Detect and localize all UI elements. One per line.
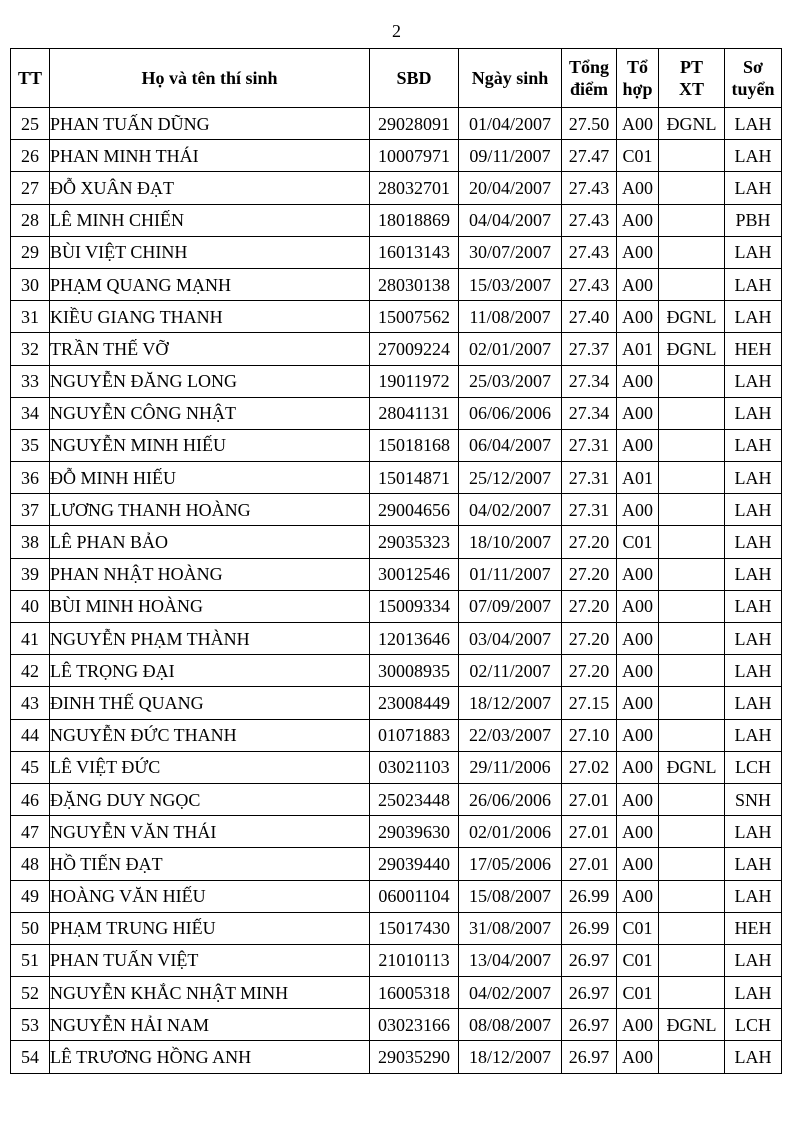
cell-sbd: 29039440 <box>370 848 459 880</box>
cell-name: HỒ TIẾN ĐẠT <box>50 848 370 880</box>
table-row <box>11 1009 782 1041</box>
table-row <box>11 655 782 687</box>
cell-prelim: LAH <box>725 172 782 204</box>
cell-method: ĐGNL <box>659 333 725 365</box>
cell-prelim: LCH <box>725 1009 782 1041</box>
cell-combo: A00 <box>617 1041 659 1073</box>
cell-name: LƯƠNG THANH HOÀNG <box>50 494 370 526</box>
table-row <box>11 912 782 944</box>
cell-tt: 54 <box>11 1041 50 1073</box>
cell-tt: 48 <box>11 848 50 880</box>
cell-total: 27.47 <box>562 140 617 172</box>
header-combo-line2: hợp <box>622 79 653 99</box>
cell-dob: 02/01/2007 <box>459 333 562 365</box>
cell-tt: 50 <box>11 912 50 944</box>
cell-name: NGUYỄN HẢI NAM <box>50 1009 370 1041</box>
cell-combo: C01 <box>617 526 659 558</box>
cell-combo: A00 <box>617 494 659 526</box>
cell-sbd: 25023448 <box>370 783 459 815</box>
cell-prelim: LAH <box>725 140 782 172</box>
cell-sbd: 18018869 <box>370 204 459 236</box>
cell-dob: 09/11/2007 <box>459 140 562 172</box>
cell-total: 27.31 <box>562 462 617 494</box>
cell-prelim: LAH <box>725 977 782 1009</box>
cell-dob: 02/01/2006 <box>459 816 562 848</box>
cell-dob: 22/03/2007 <box>459 719 562 751</box>
cell-sbd: 29028091 <box>370 108 459 140</box>
cell-dob: 17/05/2006 <box>459 848 562 880</box>
cell-tt: 51 <box>11 944 50 976</box>
header-combo-line1: Tổ <box>626 57 648 77</box>
cell-total: 27.50 <box>562 108 617 140</box>
cell-total: 27.34 <box>562 365 617 397</box>
cell-name: PHẠM TRUNG HIẾU <box>50 912 370 944</box>
cell-method <box>659 623 725 655</box>
cell-method <box>659 558 725 590</box>
cell-method: ĐGNL <box>659 108 725 140</box>
header-dob: Ngày sinh <box>459 49 562 108</box>
cell-prelim: HEH <box>725 333 782 365</box>
cell-dob: 30/07/2007 <box>459 236 562 268</box>
cell-method <box>659 140 725 172</box>
cell-prelim: LAH <box>725 108 782 140</box>
cell-sbd: 15014871 <box>370 462 459 494</box>
cell-combo: A00 <box>617 558 659 590</box>
header-prelim-line1: Sơ <box>743 57 763 77</box>
cell-name: HOÀNG VĂN HIẾU <box>50 880 370 912</box>
cell-tt: 45 <box>11 751 50 783</box>
cell-prelim: LAH <box>725 848 782 880</box>
cell-sbd: 27009224 <box>370 333 459 365</box>
cell-total: 27.02 <box>562 751 617 783</box>
cell-combo: A01 <box>617 333 659 365</box>
cell-tt: 46 <box>11 783 50 815</box>
cell-tt: 37 <box>11 494 50 526</box>
cell-combo: A00 <box>617 172 659 204</box>
cell-dob: 25/03/2007 <box>459 365 562 397</box>
cell-total: 27.20 <box>562 526 617 558</box>
cell-method <box>659 172 725 204</box>
table-row <box>11 719 782 751</box>
cell-name: LÊ TRỌNG ĐẠI <box>50 655 370 687</box>
table-row <box>11 623 782 655</box>
cell-combo: A01 <box>617 462 659 494</box>
cell-prelim: LAH <box>725 590 782 622</box>
cell-tt: 29 <box>11 236 50 268</box>
cell-prelim: LAH <box>725 301 782 333</box>
cell-prelim: LAH <box>725 816 782 848</box>
cell-tt: 47 <box>11 816 50 848</box>
cell-dob: 01/04/2007 <box>459 108 562 140</box>
cell-dob: 06/04/2007 <box>459 429 562 461</box>
cell-dob: 15/08/2007 <box>459 880 562 912</box>
cell-name: PHẠM QUANG MẠNH <box>50 268 370 300</box>
cell-name: PHAN NHẬT HOÀNG <box>50 558 370 590</box>
cell-method: ĐGNL <box>659 301 725 333</box>
cell-method <box>659 687 725 719</box>
cell-combo: A00 <box>617 108 659 140</box>
cell-sbd: 15007562 <box>370 301 459 333</box>
cell-method <box>659 526 725 558</box>
cell-total: 26.99 <box>562 912 617 944</box>
cell-sbd: 03021103 <box>370 751 459 783</box>
cell-name: ĐINH THẾ QUANG <box>50 687 370 719</box>
cell-combo: A00 <box>617 268 659 300</box>
cell-total: 27.01 <box>562 783 617 815</box>
cell-method: ĐGNL <box>659 1009 725 1041</box>
cell-tt: 30 <box>11 268 50 300</box>
cell-combo: C01 <box>617 140 659 172</box>
cell-combo: A00 <box>617 429 659 461</box>
cell-combo: A00 <box>617 655 659 687</box>
cell-total: 26.97 <box>562 977 617 1009</box>
cell-sbd: 01071883 <box>370 719 459 751</box>
cell-tt: 40 <box>11 590 50 622</box>
cell-combo: A00 <box>617 880 659 912</box>
cell-dob: 15/03/2007 <box>459 268 562 300</box>
cell-tt: 43 <box>11 687 50 719</box>
table-row <box>11 558 782 590</box>
cell-tt: 33 <box>11 365 50 397</box>
cell-method <box>659 494 725 526</box>
cell-total: 26.99 <box>562 880 617 912</box>
cell-name: PHAN TUẤN VIỆT <box>50 944 370 976</box>
cell-sbd: 29004656 <box>370 494 459 526</box>
cell-sbd: 19011972 <box>370 365 459 397</box>
cell-name: NGUYỄN KHẮC NHẬT MINH <box>50 977 370 1009</box>
cell-method <box>659 880 725 912</box>
table-row <box>11 172 782 204</box>
cell-combo: A00 <box>617 719 659 751</box>
cell-prelim: LAH <box>725 719 782 751</box>
cell-prelim: LAH <box>725 365 782 397</box>
table-row <box>11 687 782 719</box>
cell-method <box>659 204 725 236</box>
cell-prelim: SNH <box>725 783 782 815</box>
table-row <box>11 397 782 429</box>
cell-total: 27.31 <box>562 494 617 526</box>
cell-dob: 04/04/2007 <box>459 204 562 236</box>
cell-total: 27.01 <box>562 816 617 848</box>
cell-prelim: LAH <box>725 880 782 912</box>
cell-sbd: 15017430 <box>370 912 459 944</box>
table-row <box>11 751 782 783</box>
table-row <box>11 429 782 461</box>
table-row <box>11 880 782 912</box>
cell-prelim: LAH <box>725 268 782 300</box>
cell-total: 27.31 <box>562 429 617 461</box>
table-row <box>11 1041 782 1073</box>
cell-prelim: LAH <box>725 526 782 558</box>
cell-combo: A00 <box>617 365 659 397</box>
cell-total: 27.43 <box>562 268 617 300</box>
cell-sbd: 06001104 <box>370 880 459 912</box>
cell-dob: 07/09/2007 <box>459 590 562 622</box>
cell-sbd: 03023166 <box>370 1009 459 1041</box>
cell-sbd: 28032701 <box>370 172 459 204</box>
cell-tt: 39 <box>11 558 50 590</box>
cell-total: 27.20 <box>562 558 617 590</box>
cell-method <box>659 719 725 751</box>
cell-dob: 29/11/2006 <box>459 751 562 783</box>
header-total-line2: điểm <box>570 79 608 99</box>
cell-combo: A00 <box>617 236 659 268</box>
cell-dob: 13/04/2007 <box>459 944 562 976</box>
cell-prelim: LCH <box>725 751 782 783</box>
cell-method <box>659 848 725 880</box>
cell-combo: A00 <box>617 204 659 236</box>
cell-dob: 26/06/2006 <box>459 783 562 815</box>
cell-total: 26.97 <box>562 1041 617 1073</box>
cell-prelim: LAH <box>725 429 782 461</box>
cell-dob: 18/10/2007 <box>459 526 562 558</box>
cell-prelim: LAH <box>725 1041 782 1073</box>
header-prelim <box>725 49 782 108</box>
table-row <box>11 301 782 333</box>
cell-sbd: 21010113 <box>370 944 459 976</box>
cell-tt: 28 <box>11 204 50 236</box>
cell-tt: 41 <box>11 623 50 655</box>
cell-method: ĐGNL <box>659 751 725 783</box>
cell-sbd: 28041131 <box>370 397 459 429</box>
table-row <box>11 140 782 172</box>
cell-method <box>659 1041 725 1073</box>
cell-dob: 11/08/2007 <box>459 301 562 333</box>
cell-total: 27.43 <box>562 172 617 204</box>
cell-method <box>659 944 725 976</box>
cell-combo: A00 <box>617 783 659 815</box>
cell-method <box>659 783 725 815</box>
cell-tt: 53 <box>11 1009 50 1041</box>
header-method-line1: PT <box>679 57 703 77</box>
cell-prelim: LAH <box>725 236 782 268</box>
cell-method <box>659 816 725 848</box>
cell-total: 27.01 <box>562 848 617 880</box>
cell-combo: A00 <box>617 816 659 848</box>
cell-name: LÊ PHAN BẢO <box>50 526 370 558</box>
cell-prelim: LAH <box>725 687 782 719</box>
cell-combo: A00 <box>617 848 659 880</box>
cell-total: 27.43 <box>562 204 617 236</box>
header-tt: TT <box>11 49 50 108</box>
cell-dob: 20/04/2007 <box>459 172 562 204</box>
cell-method <box>659 397 725 429</box>
cell-sbd: 12013646 <box>370 623 459 655</box>
cell-sbd: 29035323 <box>370 526 459 558</box>
cell-combo: A00 <box>617 623 659 655</box>
cell-prelim: LAH <box>725 655 782 687</box>
table-row <box>11 236 782 268</box>
cell-name: ĐỖ MINH HIẾU <box>50 462 370 494</box>
cell-tt: 27 <box>11 172 50 204</box>
cell-dob: 02/11/2007 <box>459 655 562 687</box>
cell-name: BÙI MINH HOÀNG <box>50 590 370 622</box>
cell-tt: 44 <box>11 719 50 751</box>
header-method-line2: XT <box>678 79 704 99</box>
table-row <box>11 848 782 880</box>
header-prelim-line2: tuyển <box>731 79 775 99</box>
table-row <box>11 462 782 494</box>
cell-prelim: LAH <box>725 944 782 976</box>
cell-dob: 25/12/2007 <box>459 462 562 494</box>
cell-combo: C01 <box>617 912 659 944</box>
cell-total: 26.97 <box>562 944 617 976</box>
table-row <box>11 783 782 815</box>
cell-prelim: HEH <box>725 912 782 944</box>
cell-tt: 52 <box>11 977 50 1009</box>
page-number: 2 <box>392 21 401 41</box>
cell-tt: 36 <box>11 462 50 494</box>
cell-combo: A00 <box>617 301 659 333</box>
cell-dob: 18/12/2007 <box>459 687 562 719</box>
cell-combo: A00 <box>617 397 659 429</box>
cell-name: TRẦN THẾ VỠ <box>50 333 370 365</box>
cell-tt: 25 <box>11 108 50 140</box>
cell-total: 27.20 <box>562 623 617 655</box>
cell-method <box>659 977 725 1009</box>
cell-method <box>659 268 725 300</box>
cell-name: LÊ VIỆT ĐỨC <box>50 751 370 783</box>
cell-total: 27.34 <box>562 397 617 429</box>
cell-sbd: 30008935 <box>370 655 459 687</box>
table-row <box>11 944 782 976</box>
table-row <box>11 590 782 622</box>
cell-combo: A00 <box>617 590 659 622</box>
cell-total: 27.40 <box>562 301 617 333</box>
cell-sbd: 23008449 <box>370 687 459 719</box>
cell-prelim: LAH <box>725 462 782 494</box>
cell-dob: 01/11/2007 <box>459 558 562 590</box>
cell-prelim: LAH <box>725 623 782 655</box>
cell-sbd: 28030138 <box>370 268 459 300</box>
table-row <box>11 977 782 1009</box>
cell-combo: A00 <box>617 1009 659 1041</box>
table-header-row <box>11 49 782 108</box>
cell-dob: 31/08/2007 <box>459 912 562 944</box>
cell-method <box>659 462 725 494</box>
table-row <box>11 204 782 236</box>
cell-method <box>659 655 725 687</box>
cell-sbd: 16005318 <box>370 977 459 1009</box>
cell-tt: 38 <box>11 526 50 558</box>
cell-method <box>659 236 725 268</box>
cell-combo: C01 <box>617 944 659 976</box>
header-sbd: SBD <box>370 49 459 108</box>
cell-sbd: 15009334 <box>370 590 459 622</box>
header-combo <box>617 49 659 108</box>
table-row <box>11 365 782 397</box>
cell-combo: C01 <box>617 977 659 1009</box>
cell-dob: 08/08/2007 <box>459 1009 562 1041</box>
cell-tt: 32 <box>11 333 50 365</box>
header-total <box>562 49 617 108</box>
cell-tt: 49 <box>11 880 50 912</box>
table-row <box>11 816 782 848</box>
cell-name: PHAN MINH THÁI <box>50 140 370 172</box>
table-row <box>11 494 782 526</box>
cell-name: LÊ TRƯƠNG HỒNG ANH <box>50 1041 370 1073</box>
cell-sbd: 29035290 <box>370 1041 459 1073</box>
header-total-line1: Tổng <box>568 57 610 77</box>
cell-name: NGUYỄN CÔNG NHẬT <box>50 397 370 429</box>
cell-sbd: 29039630 <box>370 816 459 848</box>
cell-total: 27.15 <box>562 687 617 719</box>
cell-combo: A00 <box>617 751 659 783</box>
cell-name: PHAN TUẤN DŨNG <box>50 108 370 140</box>
cell-method <box>659 365 725 397</box>
cell-total: 27.20 <box>562 655 617 687</box>
table-row <box>11 108 782 140</box>
cell-name: NGUYỄN PHẠM THÀNH <box>50 623 370 655</box>
table-row <box>11 333 782 365</box>
cell-total: 26.97 <box>562 1009 617 1041</box>
cell-prelim: LAH <box>725 494 782 526</box>
cell-prelim: PBH <box>725 204 782 236</box>
cell-tt: 42 <box>11 655 50 687</box>
cell-name: ĐỖ XUÂN ĐẠT <box>50 172 370 204</box>
cell-name: ĐẶNG DUY NGỌC <box>50 783 370 815</box>
cell-total: 27.20 <box>562 590 617 622</box>
cell-dob: 04/02/2007 <box>459 494 562 526</box>
cell-combo: A00 <box>617 687 659 719</box>
cell-sbd: 30012546 <box>370 558 459 590</box>
cell-sbd: 10007971 <box>370 140 459 172</box>
cell-name: NGUYỄN ĐĂNG LONG <box>50 365 370 397</box>
cell-method <box>659 429 725 461</box>
cell-tt: 34 <box>11 397 50 429</box>
cell-method <box>659 912 725 944</box>
cell-tt: 31 <box>11 301 50 333</box>
cell-prelim: LAH <box>725 397 782 429</box>
cell-tt: 35 <box>11 429 50 461</box>
cell-dob: 06/06/2006 <box>459 397 562 429</box>
cell-total: 27.37 <box>562 333 617 365</box>
cell-dob: 03/04/2007 <box>459 623 562 655</box>
cell-dob: 18/12/2007 <box>459 1041 562 1073</box>
cell-name: BÙI VIỆT CHINH <box>50 236 370 268</box>
cell-tt: 26 <box>11 140 50 172</box>
cell-name: NGUYỄN VĂN THÁI <box>50 816 370 848</box>
cell-total: 27.10 <box>562 719 617 751</box>
header-name: Họ và tên thí sinh <box>50 49 370 108</box>
cell-sbd: 16013143 <box>370 236 459 268</box>
table-row <box>11 268 782 300</box>
cell-prelim: LAH <box>725 558 782 590</box>
cell-total: 27.43 <box>562 236 617 268</box>
candidate-table <box>10 48 782 1074</box>
cell-name: NGUYỄN ĐỨC THANH <box>50 719 370 751</box>
cell-method <box>659 590 725 622</box>
cell-sbd: 15018168 <box>370 429 459 461</box>
cell-dob: 04/02/2007 <box>459 977 562 1009</box>
cell-name: LÊ MINH CHIẾN <box>50 204 370 236</box>
table-row <box>11 526 782 558</box>
cell-name: KIỀU GIANG THANH <box>50 301 370 333</box>
cell-name: NGUYỄN MINH HIẾU <box>50 429 370 461</box>
header-method <box>659 49 725 108</box>
table-body <box>11 108 782 1074</box>
